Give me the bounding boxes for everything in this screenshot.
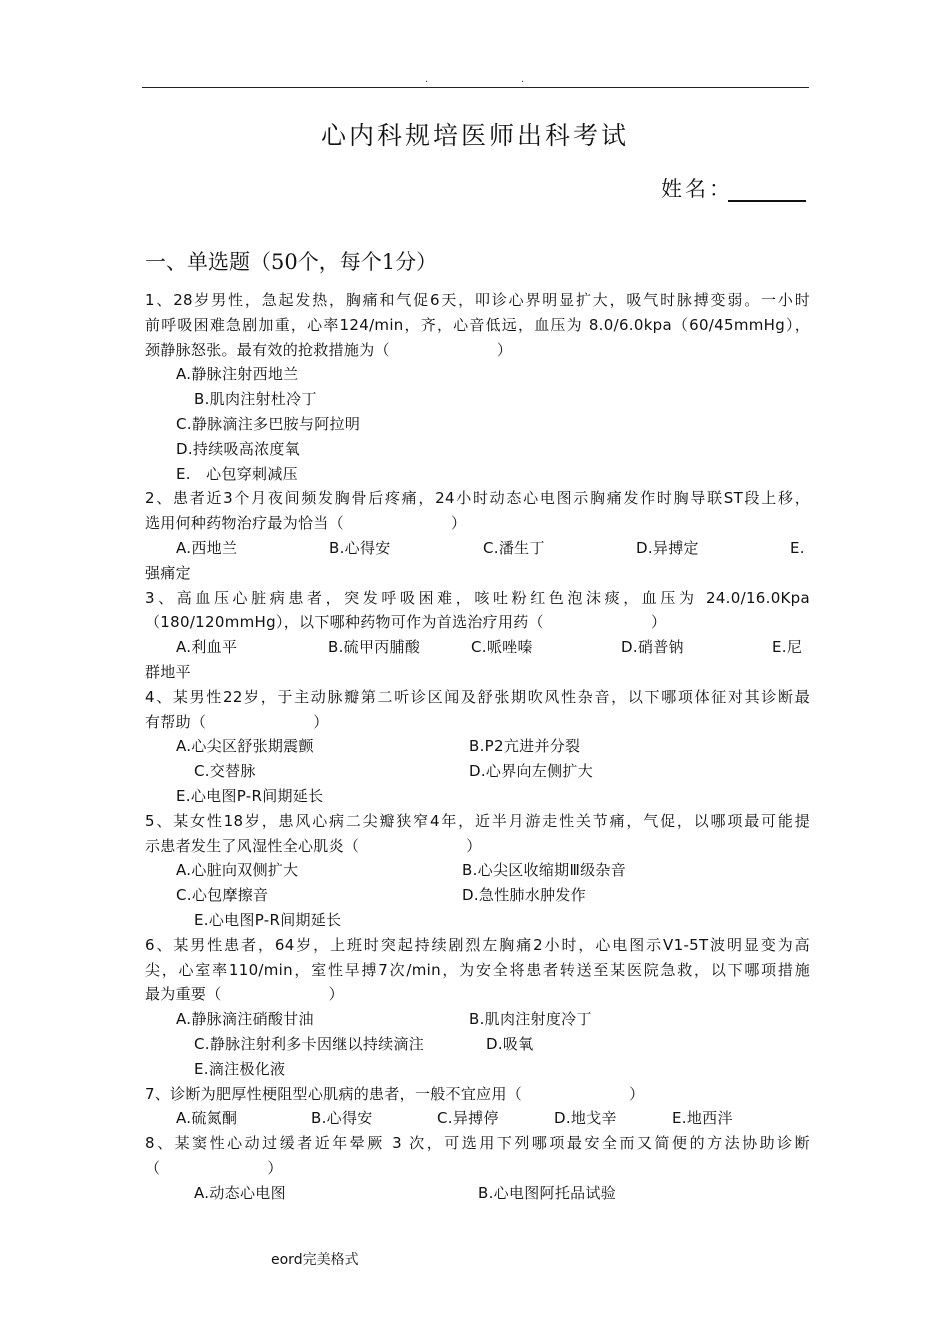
q4-option-c[interactable]: C.交替脉 — [194, 762, 256, 781]
q5-option-e[interactable]: E.心电图P-R间期延长 — [194, 910, 342, 929]
q3-option-e-text: 群地平 — [145, 662, 191, 681]
question-list — [145, 288, 810, 1205]
name-blank-line[interactable] — [728, 200, 806, 202]
q3-option-a[interactable]: A.利血平 — [176, 638, 238, 657]
question-6-line-1: 6、某男性患者，64岁，上班时突起持续剧烈左胸痛2小时，心电图示V1-5T波明显变为高 — [145, 935, 810, 954]
section-title: 一、单选题（50个，每个1分） — [145, 250, 438, 274]
q2-option-a[interactable]: A.西地兰 — [176, 538, 238, 557]
q7-option-d[interactable]: D.地戈辛 — [554, 1109, 617, 1128]
question-1-line-1: 1、28岁男性，急起发热，胸痛和气促6天，叩诊心界明显扩大，吸气时脉搏变弱。一小时 — [145, 291, 810, 309]
document-title: 心内科规培医师出科考试 — [320, 121, 629, 150]
q2-option-d[interactable]: D.异搏定 — [636, 538, 699, 557]
question-5-line-2: 示患者发生了风湿性全心肌炎（ ） — [145, 836, 482, 855]
q5-option-a[interactable]: A.心脏向双侧扩大 — [176, 861, 299, 880]
q3-option-d[interactable]: D.硝普钠 — [621, 638, 684, 657]
q6-option-d[interactable]: D.吸氧 — [486, 1034, 534, 1053]
q4-option-e[interactable]: E.心电图P-R间期延长 — [176, 786, 324, 805]
question-4-line-2: 有帮助（ ） — [145, 712, 329, 731]
q4-option-a[interactable]: A.心尖区舒张期震颤 — [176, 737, 314, 756]
question-1-line-2: 前呼吸困难急剧加重，心率124/min，齐，心音低远，血压为 8.0/6.0kpa（60/45mmHg）， — [145, 315, 810, 334]
header-dot-right: . — [521, 74, 525, 85]
question-2-line-1: 2、患者近3个月夜间频发胸骨后疼痛，24小时动态心电图示胸痛发作时胸导联ST段上移， — [145, 489, 810, 508]
question-6-line-2: 尖，心室率110/min，室性早搏7次/min，为安全将患者转送至某医院急救，以下哪项措施 — [145, 960, 810, 979]
q2-option-b[interactable]: B.心得安 — [329, 538, 391, 557]
q4-option-b[interactable]: B.P2亢进并分裂 — [469, 737, 581, 756]
page-footer: eord完美格式 — [271, 1252, 359, 1268]
q8-option-b[interactable]: B.心电图阿托品试验 — [478, 1183, 617, 1202]
question-1-line-3: 颈静脉怒张。最有效的抢救措施为（ ） — [145, 340, 513, 359]
q6-option-b[interactable]: B.肌肉注射度冷丁 — [469, 1010, 592, 1029]
q1-option-e[interactable]: E. 心包穿刺减压 — [176, 464, 298, 483]
q6-option-c[interactable]: C.静脉注射利多卡因继以持续滴注 — [194, 1034, 425, 1053]
q7-option-a[interactable]: A.硫氮酮 — [176, 1109, 238, 1128]
q2-option-e-text: 强痛定 — [145, 563, 191, 582]
question-4-line-1: 4、某男性22岁，于主动脉瓣第二听诊区闻及舒张期吹风性杂音，以下哪项体征对其诊断最 — [145, 687, 810, 706]
question-3-line-1: 3、高血压心脏病患者，突发呼吸困难，咳吐粉红色泡沫痰，血压为 24.0/16.0Kpa — [145, 588, 810, 607]
header-rule — [142, 87, 809, 88]
q1-option-d[interactable]: D.持续吸高浓度氧 — [176, 439, 301, 458]
q7-option-e[interactable]: E.地西泮 — [672, 1109, 733, 1128]
q6-option-e[interactable]: E.滴注极化液 — [194, 1059, 286, 1078]
q1-option-b[interactable]: B.肌肉注射杜冷丁 — [194, 390, 317, 409]
header-dots — [0, 74, 950, 86]
question-3-line-2: （180/120mmHg），以下哪种药物可作为首选治疗用药（ ） — [145, 613, 667, 632]
q3-option-c[interactable]: C.哌唑嗪 — [471, 638, 533, 657]
q8-option-a[interactable]: A.动态心电图 — [194, 1183, 286, 1202]
question-8-line-1: 8、某窦性心动过缓者近年晕厥 3 次，可选用下列哪项最安全而又简便的方法协助诊断 — [145, 1134, 810, 1153]
q5-option-b[interactable]: B.心尖区收缩期Ⅲ级杂音 — [462, 861, 627, 880]
question-8-line-2: （ ） — [145, 1158, 283, 1177]
q7-option-b[interactable]: B.心得安 — [311, 1109, 373, 1128]
q3-option-b[interactable]: B.硫甲丙脯酸 — [328, 638, 421, 657]
header-dot-left: . — [425, 74, 429, 85]
question-2-line-2: 选用何种药物治疗最为恰当（ ） — [145, 514, 467, 533]
q1-option-c[interactable]: C.静脉滴注多巴胺与阿拉明 — [176, 414, 361, 433]
question-5-line-1: 5、某女性18岁，患风心病二尖瓣狭窄4年，近半月游走性关节痛，气促，以哪项最可能提 — [145, 811, 810, 830]
q4-option-d[interactable]: D.心界向左侧扩大 — [469, 762, 594, 781]
question-6-line-3: 最为重要（ ） — [145, 985, 344, 1004]
q5-option-c[interactable]: C.心包摩擦音 — [176, 886, 269, 905]
q2-option-e[interactable]: E. — [790, 538, 805, 557]
question-7-line-1: 7、诊断为肥厚性梗阻型心肌病的患者，一般不宜应用（ ） — [145, 1084, 645, 1103]
q3-option-e[interactable]: E.尼 — [772, 638, 803, 657]
name-label: 姓名： — [661, 177, 733, 201]
q1-option-a[interactable]: A.静脉注射西地兰 — [176, 365, 299, 384]
q7-option-c[interactable]: C.异搏停 — [437, 1109, 499, 1128]
q6-option-a[interactable]: A.静脉滴注硝酸甘油 — [176, 1010, 314, 1029]
q5-option-d[interactable]: D.急性肺水肿发作 — [462, 886, 587, 905]
q2-option-c[interactable]: C.潘生丁 — [483, 538, 545, 557]
